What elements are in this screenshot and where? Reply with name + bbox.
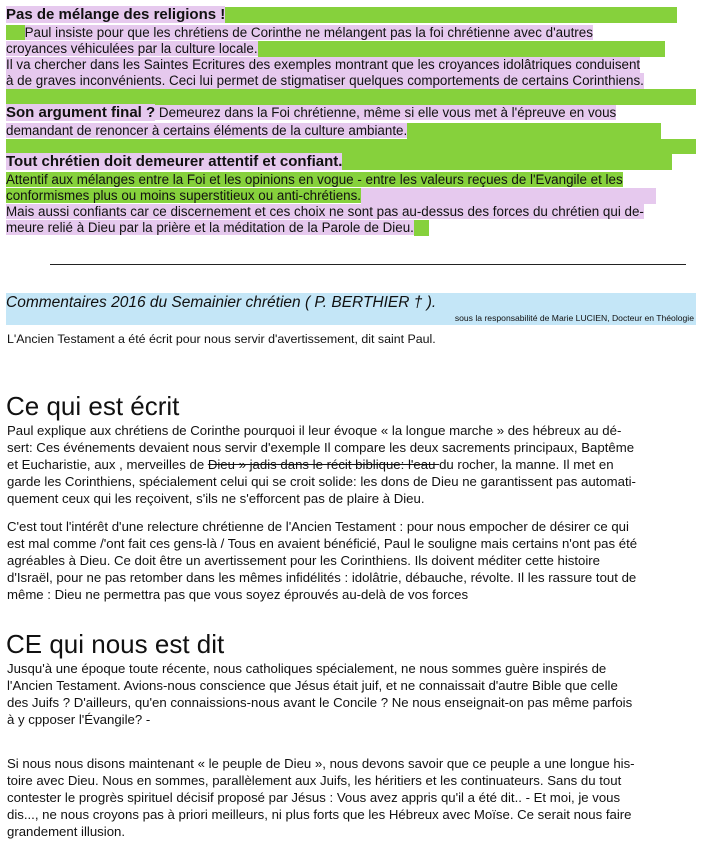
section-title: Ce qui est écrit: [6, 391, 180, 421]
box-line: Paul insiste pour que les chrétiens de Corinthe ne mélangent pas la foi chrétienne avec d'autres: [6, 25, 593, 41]
box-line: conformismes plus ou moins superstitieux ou anti-chrétiens.: [6, 188, 656, 204]
paragraph-line: grandement illusion.: [7, 824, 126, 839]
paragraph-line: même : Dieu ne permettra pas que vous soyez éprouvés au-delà de vos forces: [7, 587, 469, 602]
paragraph-line: toire avec Dieu. Nous en sommes, parallèlement aux Juifs, les héritiers et les continuateurs. Sans du tout: [7, 773, 622, 788]
box-line: croyances véhiculées par la culture locale.: [6, 41, 665, 57]
paragraph-line: C'est tout l'intérêt d'une relecture chrétienne de l'Ancien Testament : pour nous empocher de désirer ce qui: [7, 519, 629, 534]
box-line: meure relié à Dieu par la prière et la méditation de la Parole de Dieu.: [6, 220, 429, 236]
paragraph-line: garde les Corinthiens, spécialement celui qui se croit solide: les dons de Dieu ne garantissent pas automati-: [7, 474, 636, 489]
paragraph-line: Si nous nous disons maintenant « le peuple de Dieu », nous devons savoir que ce peuple a une longue his-: [7, 756, 635, 771]
paragraph-line: à y cpposer l'Évangile? -: [7, 712, 151, 727]
paragraph-line: Jusqu'à une époque toute récente, nous catholiques spécialement, ne nous sommes guère inspirés de: [7, 661, 607, 676]
commentary-intro: L'Ancien Testament a été écrit pour nous servir d'avertissement, dit saint Paul.: [7, 332, 436, 346]
paragraph-line: et Eucharistie, aux , merveilles de Dieu » jadis dans le récit biblique: l'eau du rocher, la manne. Il met en: [7, 457, 614, 472]
paragraph-line: des Juifs ? D'ailleurs, qu'en connaissions-nous avant le Concile ? Ne nous enseignait-on pas même parfois: [7, 695, 633, 710]
paragraph-line: Paul explique aux chrétiens de Corinthe pourquoi il leur évoque « la longue marche » des hébreux au dé-: [7, 423, 622, 438]
box-heading-1: Pas de mélange des religions !: [6, 7, 696, 23]
box-heading-2: Son argument final ? Demeurez dans la Foi chrétienne, même si elle vous met à l'épreuve en vous: [6, 104, 617, 121]
divider: [50, 264, 686, 265]
paragraph-line: l'Ancien Testament. Avions-nous conscience que Jésus était juif, et ne connaissait d'autre Bible que celle: [7, 678, 618, 693]
paragraph-line: dis..., ne nous croyons pas à priori meilleurs, ni plus forts que les Hébreux avec Moïse. Ce serait nous faire: [7, 807, 632, 822]
paragraph-line: sert: Ces événements devaient nous servir d'exemple Il compare les deux sacrements principaux, Baptême: [7, 440, 635, 455]
section-title: CE qui nous est dit: [6, 629, 225, 659]
box-heading-3: Tout chrétien doit demeurer attentif et confiant.: [6, 154, 672, 170]
paragraph-line: quement ceux qui les reçoivent, s'ils ne s'efforcent pas de plaire à Dieu.: [7, 491, 425, 506]
box-line: à de graves inconvénients. Ceci lui permet de stigmatiser quelques comportements de certains Corinthiens.: [6, 73, 644, 88]
paragraph-line: est mal comme /'ont fait ces gens-là / Tous en avaient bénéficié, Paul le souligne mais certains n'ont pas été: [7, 536, 638, 551]
box-spacer: [6, 89, 696, 105]
paragraph-line: agréables à Dieu. Ce doit être un avertissement pour les Corinthiens. Ils doivent méditer cette histoire: [7, 553, 601, 568]
box-line: Attentif aux mélanges entre la Foi et les opinions en vogue - entre les valeurs reçues de l'Evangile et les: [6, 172, 623, 187]
box-spacer: [6, 139, 696, 154]
paragraph-line: d'Israël, pour ne pas retomber dans les mêmes infidélités : idolâtrie, débauche, révolte. Il les rassure tout de: [7, 570, 637, 585]
paragraph-line: contester le progrès spirituel décisif proposé par Jésus : Vous avez appris qu'il a été dit.. - Et moi, je vous: [7, 790, 621, 805]
box-line: Il va chercher dans les Saintes Ecritures des exemples montrant que les croyances idolâtriques conduisent: [6, 57, 641, 72]
commentary-title: Commentaires 2016 du Semainier chrétien ( P. BERTHIER † ).: [6, 293, 696, 312]
box-line: Mais aussi confiants car ce discernement et ces choix ne sont pas au-dessus des forces du chrétien qui de-: [6, 204, 644, 219]
struck-text: Dieu » jadis dans le récit biblique: l'eau: [207, 457, 440, 472]
box-line: demandant de renoncer à certains éléments de la culture ambiante.: [6, 123, 661, 139]
commentary-subtitle: sous la responsabilité de Marie LUCIEN, Docteur en Théologie: [6, 312, 696, 325]
